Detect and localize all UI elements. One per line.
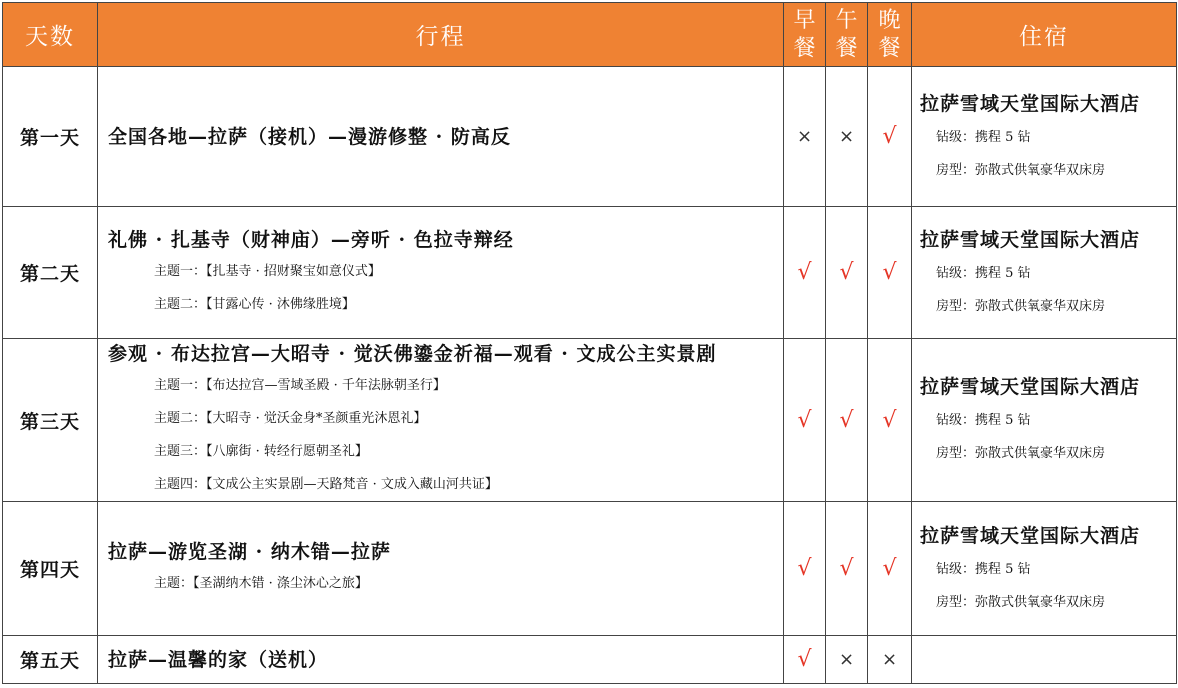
- header-lunch: 午餐: [826, 3, 868, 67]
- hotel-cell: [912, 339, 1177, 502]
- itinerary-theme: 主题二：【大昭寺 · 觉沃金身*圣颜重光沐恩礼】: [154, 411, 427, 426]
- table-row: [3, 339, 1177, 502]
- day-label: 第三天: [3, 339, 98, 502]
- dinner-mark: ×: [868, 636, 912, 684]
- itinerary-theme: 主题一：【布达拉宫—雪域圣殿 · 千年法脉朝圣行】: [154, 378, 446, 393]
- hotel-cell: [912, 502, 1177, 636]
- itinerary-cell: [98, 67, 784, 207]
- hotel-rating: 钻级：携程 5 钻: [936, 561, 1031, 577]
- itinerary-title: 参观 · 布达拉宫—大昭寺 · 觉沃佛鎏金祈福—观看 · 文成公主实景剧: [108, 343, 717, 365]
- hotel-name: 拉萨雪域天堂国际大酒店: [920, 524, 1141, 547]
- day-label: 第五天: [3, 636, 98, 684]
- lunch-mark: ×: [826, 636, 868, 684]
- hotel-room: 房型：弥散式供氧豪华双床房: [936, 298, 1106, 314]
- table-row: [3, 67, 1177, 207]
- dinner-mark: √: [868, 207, 912, 339]
- hotel-cell: [912, 207, 1177, 339]
- hotel-rating: 钻级：携程 5 钻: [936, 129, 1031, 145]
- day-label: 第四天: [3, 502, 98, 636]
- itinerary-cell: [98, 207, 784, 339]
- lunch-mark: ×: [826, 67, 868, 207]
- lunch-mark: √: [826, 502, 868, 636]
- breakfast-mark: √: [784, 339, 826, 502]
- hotel-cell-empty: [912, 636, 1177, 684]
- itinerary-title: 全国各地—拉萨（接机）—漫游修整 · 防高反: [108, 125, 511, 148]
- itinerary-table: [2, 2, 1177, 684]
- header-breakfast: 早餐: [784, 3, 826, 67]
- itinerary-title: 拉萨—温馨的家（送机）: [108, 648, 329, 671]
- table-row: [3, 207, 1177, 339]
- day-label: 第二天: [3, 207, 98, 339]
- hotel-cell: [912, 67, 1177, 207]
- itinerary-theme: 主题四：【文成公主实景剧—天路梵音 · 文成入藏山河共证】: [154, 477, 498, 492]
- breakfast-mark: ×: [784, 67, 826, 207]
- hotel-rating: 钻级：携程 5 钻: [936, 413, 1031, 428]
- hotel-room: 房型：弥散式供氧豪华双床房: [936, 594, 1106, 610]
- hotel-room: 房型：弥散式供氧豪华双床房: [936, 446, 1106, 461]
- itinerary-theme: 主题二：【甘露心传 · 沐佛缘胜境】: [154, 296, 355, 312]
- itinerary-theme: 主题一：【扎基寺 · 招财聚宝如意仪式】: [154, 263, 381, 279]
- dinner-mark: √: [868, 502, 912, 636]
- itinerary-cell: [98, 636, 784, 684]
- itinerary-theme: 主题三：【八廓街 · 转经行愿朝圣礼】: [154, 444, 368, 459]
- hotel-name: 拉萨雪域天堂国际大酒店: [920, 376, 1141, 398]
- header-days: 天数: [3, 3, 98, 67]
- hotel-name: 拉萨雪域天堂国际大酒店: [920, 228, 1141, 251]
- hotel-rating: 钻级：携程 5 钻: [936, 265, 1031, 281]
- itinerary-theme: 主题：【圣湖纳木错 · 涤尘沐心之旅】: [154, 576, 368, 591]
- day-label: 第一天: [3, 67, 98, 207]
- header-row: [3, 3, 1177, 67]
- itinerary-title: 拉萨—游览圣湖 · 纳木错—拉萨: [108, 541, 391, 563]
- table-row: [3, 502, 1177, 636]
- header-hotel: 住宿: [912, 3, 1177, 67]
- lunch-mark: √: [826, 339, 868, 502]
- itinerary-cell: [98, 339, 784, 502]
- hotel-name: 拉萨雪域天堂国际大酒店: [920, 92, 1141, 115]
- dinner-mark: √: [868, 339, 912, 502]
- header-itinerary: 行程: [98, 3, 784, 67]
- itinerary-title: 礼佛 · 扎基寺（财神庙）—旁听 · 色拉寺辩经: [108, 228, 514, 251]
- breakfast-mark: √: [784, 207, 826, 339]
- table-row: [3, 636, 1177, 684]
- breakfast-mark: √: [784, 636, 826, 684]
- hotel-room: 房型：弥散式供氧豪华双床房: [936, 162, 1106, 178]
- breakfast-mark: √: [784, 502, 826, 636]
- itinerary-cell: [98, 502, 784, 636]
- dinner-mark: √: [868, 67, 912, 207]
- header-dinner: 晚餐: [868, 3, 912, 67]
- lunch-mark: √: [826, 207, 868, 339]
